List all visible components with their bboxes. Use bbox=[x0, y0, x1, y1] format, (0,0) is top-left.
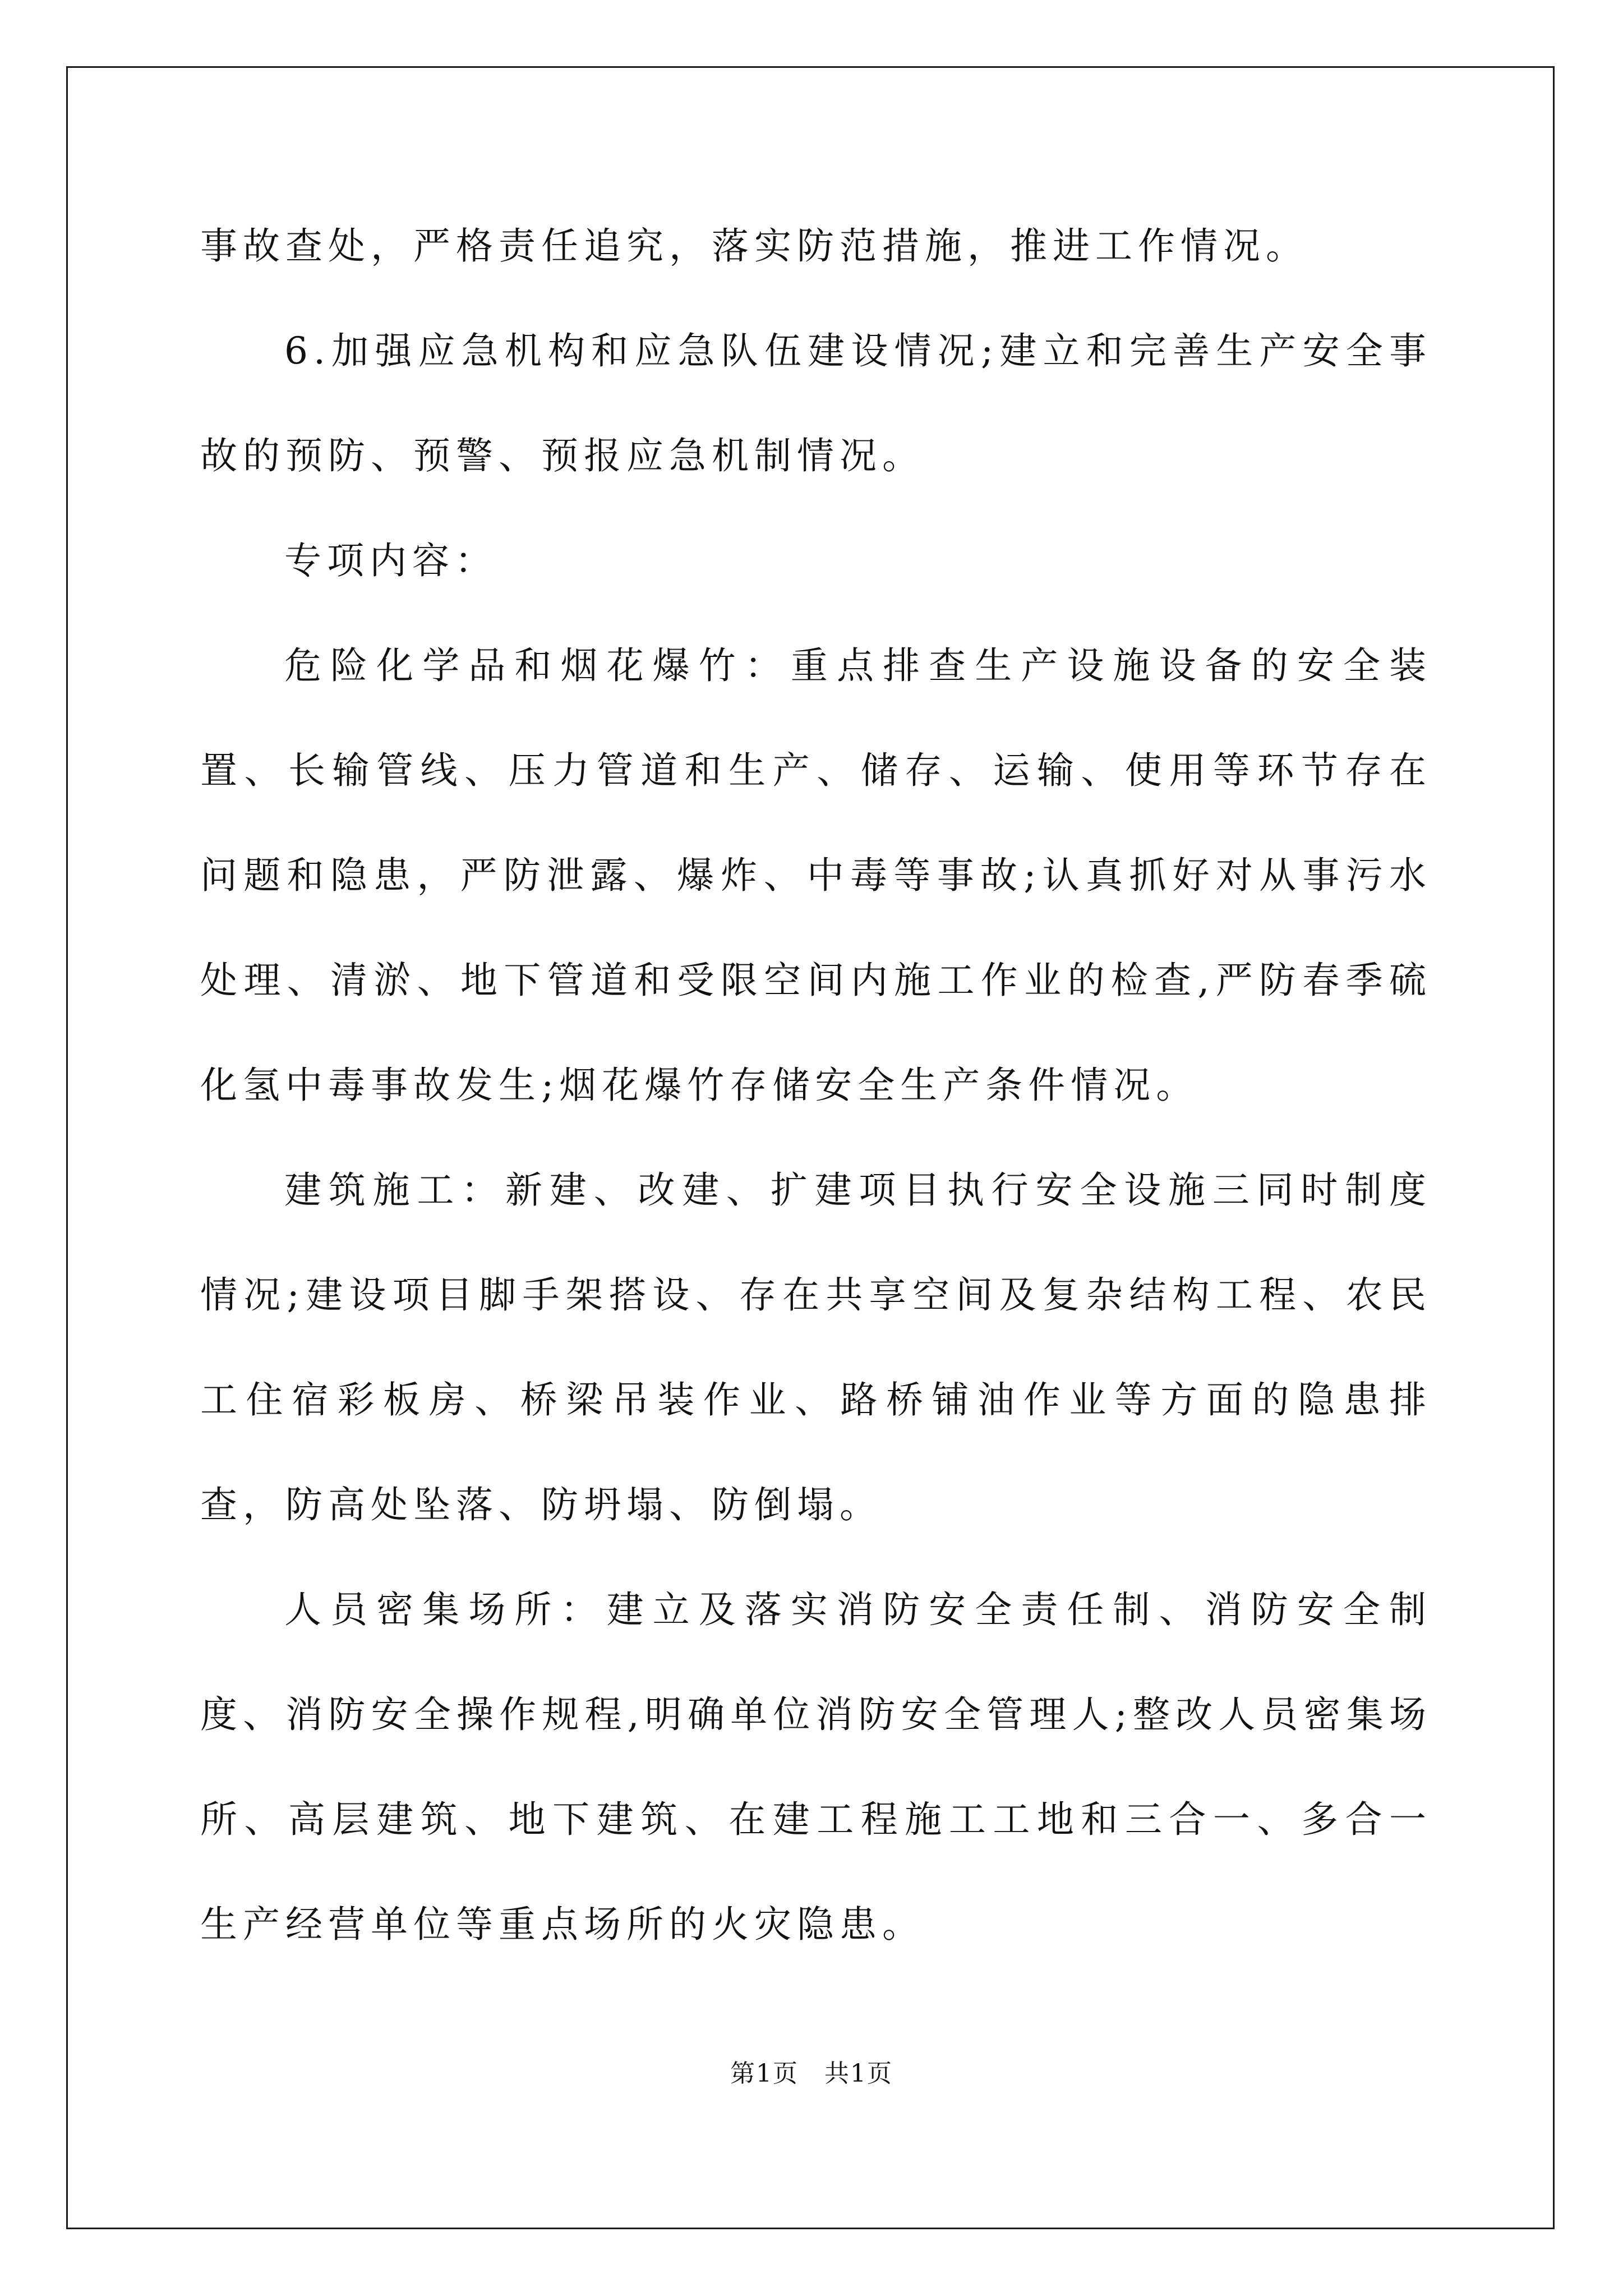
paragraph-emergency-mechanism: 6.加强应急机构和应急队伍建设情况;建立和完善生产安全事故的预防、预警、预报应急机制情况。 bbox=[200, 329, 1432, 477]
paragraph-crowded-places: 人员密集场所：建立及落实消防安全责任制、消防安全制度、消防安全操作规程,明确单位消防安全管理人;整改人员密集场所、高层建筑、地下建筑、在建工程施工工地和三合一、多合一生产经营单位等重点场所的火灾隐患。 bbox=[200, 1588, 1432, 1946]
document-body bbox=[200, 194, 1432, 1977]
paragraph-special-content-heading: 专项内容： bbox=[284, 539, 497, 582]
paragraph-accident-handling: 事故查处，严格责任追究，落实防范措施，推进工作情况。 bbox=[200, 224, 1308, 268]
page-footer: 第1页 共1页 bbox=[730, 2059, 893, 2088]
paragraph-construction: 建筑施工：新建、改建、扩建项目执行安全设施三同时制度情况;建设项目脚手架搭设、存在共享空间及复杂结构工程、农民工住宿彩板房、桥梁吊装作业、路桥铺油作业等方面的隐患排查，防高处坠落、防坍塌、防倒塌。 bbox=[200, 1168, 1432, 1526]
paragraph-hazardous-chemicals: 危险化学品和烟花爆竹：重点排查生产设施设备的安全装置、长输管线、压力管道和生产、储存、运输、使用等环节存在问题和隐患，严防泄露、爆炸、中毒等事故;认真抓好对从事污水处理、清淤、地下管道和受限空间内施工作业的检查,严防春季硫化氢中毒事故发生;烟花爆竹存储安全生产条件情况。 bbox=[200, 644, 1432, 1107]
